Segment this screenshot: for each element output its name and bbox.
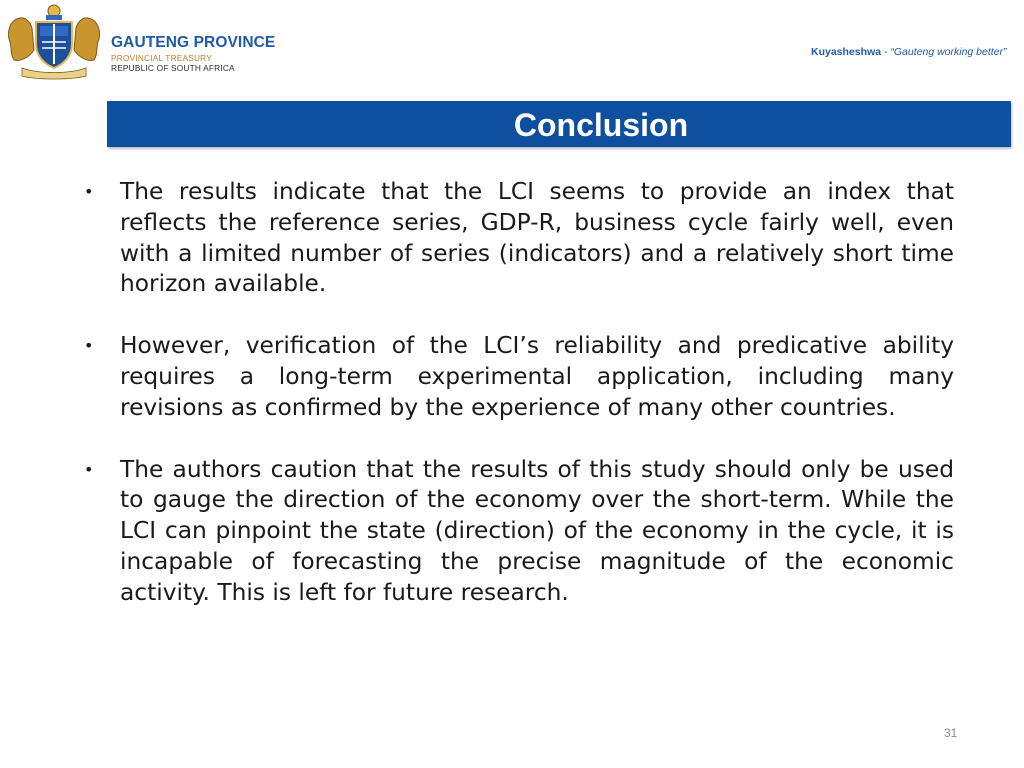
org-name: GAUTENG PROVINCE xyxy=(111,34,276,51)
bullet-text: The results indicate that the LCI seems to provide an index that reflects the reference series, GDP-R, business cycle fairly well, even with a limited number of series (indicators) and a relatively short time horizon available. xyxy=(120,178,954,298)
bullet-text: The authors caution that the results of this study should only be used to gauge the direction of the economy over the short-term. While the LCI can pinpoint the state (direction) of the economy in the cycle, it is incapable of forecasting the precise magnitude of the economic activity. This is left for future research. xyxy=(120,455,954,606)
bullet-item xyxy=(84,331,954,423)
page-number: 31 xyxy=(944,726,958,740)
bullet-list xyxy=(84,177,954,640)
org-country: REPUBLIC OF SOUTH AFRICA xyxy=(111,62,235,73)
bullet-icon: • xyxy=(84,459,94,479)
slogan xyxy=(811,46,1007,58)
bullet-icon: • xyxy=(84,182,94,201)
bullet-item xyxy=(84,177,954,300)
bullet-item xyxy=(84,455,954,609)
slide-header xyxy=(0,0,1024,90)
title-bar xyxy=(107,101,1011,147)
bullet-icon: • xyxy=(84,336,94,356)
bullet-text: However, verification of the LCI’s reliability and predicative ability requires a long-term experimental application, including many revisions as confirmed by the experience of many other countries. xyxy=(120,332,954,421)
org-department: PROVINCIAL TREASURY xyxy=(111,52,212,63)
slide-title: Conclusion xyxy=(513,107,689,143)
slogan-separator: - xyxy=(881,46,891,58)
slogan-word: Kuyasheshwa xyxy=(811,46,882,58)
coat-of-arms-icon xyxy=(2,2,106,80)
org-block xyxy=(111,35,275,72)
slogan-quote: “Gauteng working better” xyxy=(890,46,1007,58)
